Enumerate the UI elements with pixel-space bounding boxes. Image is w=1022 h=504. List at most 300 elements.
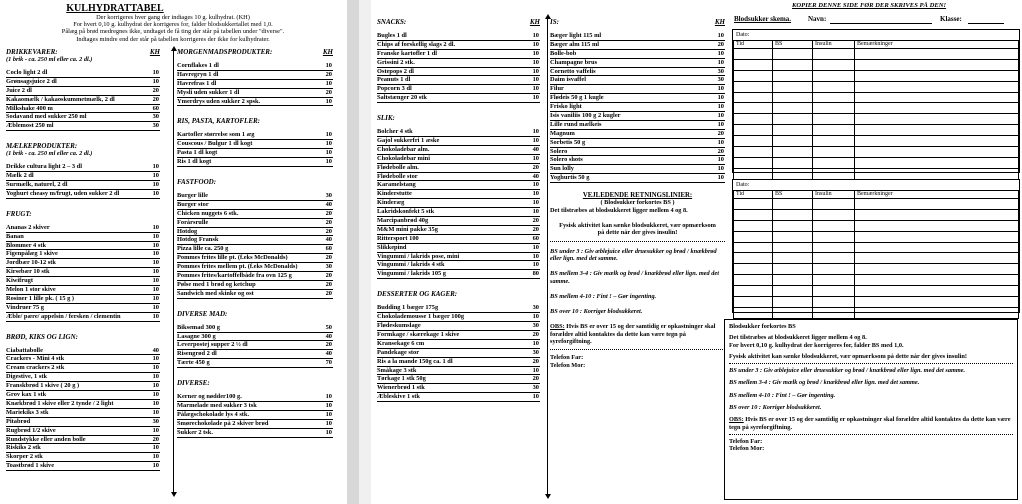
page-kulhydrattabel (0, 0, 346, 504)
bs-over-10: BS over 10 : Korriger blodsukkeret. (729, 404, 822, 412)
log-cell[interactable] (734, 220, 773, 231)
food-name: Karamelstang (377, 181, 416, 189)
food-row (377, 331, 540, 340)
kh-value: 30 (325, 192, 332, 200)
kh-value: 20 (717, 147, 724, 155)
log-cell[interactable] (734, 242, 773, 253)
food-name: Wienerbrød 1 stk (377, 384, 425, 392)
kh-value: 10 (717, 138, 724, 146)
log-cell[interactable] (773, 114, 813, 125)
log-cell[interactable] (813, 253, 855, 264)
log-cell[interactable] (855, 114, 1019, 125)
food-name: Grønsagsjuice 2 dl (6, 77, 57, 85)
kh-value: 10 (325, 410, 332, 418)
log-row[interactable] (734, 81, 1019, 92)
log-cell[interactable] (855, 253, 1019, 264)
log-cell[interactable] (773, 168, 813, 179)
food-row (6, 233, 160, 242)
log-cell[interactable] (734, 231, 773, 242)
log-cell[interactable] (773, 70, 813, 81)
food-row (177, 140, 333, 149)
log-row[interactable] (734, 199, 1019, 210)
log-row[interactable] (734, 70, 1019, 81)
log-cell[interactable] (813, 242, 855, 253)
dato-label: Dato: (736, 182, 750, 188)
kh-value: 10 (152, 399, 159, 407)
food-name: Hotdog Fransk (177, 236, 219, 244)
kh-value: 10 (717, 174, 724, 182)
kh-value: 10 (152, 453, 159, 461)
log-cell[interactable] (813, 286, 855, 297)
log-cell[interactable] (855, 242, 1019, 253)
log-row[interactable] (734, 286, 1019, 297)
kh-value: 10 (152, 277, 159, 285)
food-name: Sorbetis 50 g (550, 138, 586, 146)
 (550, 241, 725, 242)
section-heading (6, 333, 160, 341)
kh-value: 10 (152, 181, 159, 189)
telefon-far: Telefon Far: (550, 354, 584, 362)
log-cell[interactable] (773, 81, 813, 92)
kh-value: 30 (152, 122, 159, 130)
food-name: Digestive, 1 stk (6, 373, 48, 381)
food-row (377, 313, 540, 322)
food-row (6, 295, 160, 304)
log-cell[interactable] (773, 125, 813, 136)
log-cell[interactable] (855, 231, 1019, 242)
kh-value: 10 (717, 49, 724, 57)
log-cell[interactable] (773, 92, 813, 103)
log-cell[interactable] (813, 157, 855, 168)
log-row[interactable] (734, 136, 1019, 147)
log-cell[interactable] (813, 92, 855, 103)
section-heading (377, 114, 540, 122)
food-row (377, 59, 540, 68)
telefon-mor: Telefon Mor: (550, 361, 586, 369)
log-cell[interactable] (813, 297, 855, 308)
food-name: Drikke cultura light 2 – 3 dl (6, 163, 82, 171)
food-row (550, 130, 725, 139)
food-name: Pasta 1 dl kogt (177, 149, 218, 157)
column-header: BS (773, 191, 813, 199)
log-cell[interactable] (855, 92, 1019, 103)
log-cell[interactable] (734, 147, 773, 158)
log-cell[interactable] (734, 286, 773, 297)
log-cell[interactable] (813, 307, 855, 318)
food-row (550, 68, 725, 77)
log-cell[interactable] (734, 264, 773, 275)
food-row (6, 69, 160, 78)
log-cell[interactable] (734, 49, 773, 60)
kh-value: 10 (325, 428, 332, 436)
kh-value: 20 (717, 129, 724, 137)
food-row (550, 41, 725, 50)
food-name: Sun lolly (550, 165, 574, 173)
kh-value: 10 (717, 156, 724, 164)
log-cell[interactable] (734, 253, 773, 264)
log-cell[interactable] (813, 81, 855, 92)
log-row[interactable] (734, 168, 1019, 179)
food-row (6, 224, 160, 233)
kh-value: 10 (325, 393, 332, 401)
log-cell[interactable] (773, 231, 813, 242)
food-row (377, 217, 540, 226)
log-cell[interactable] (734, 157, 773, 168)
log-cell[interactable] (734, 168, 773, 179)
food-name: Blommer 4 stk (6, 241, 46, 249)
kh-value: 10 (532, 199, 539, 207)
log-row[interactable] (734, 253, 1019, 264)
log-row[interactable] (734, 49, 1019, 60)
skema-label: Blodsukker skema. (734, 15, 792, 23)
log-cell[interactable] (855, 147, 1019, 158)
food-name: Cream crackers 2 stk (6, 364, 65, 372)
log-row[interactable] (734, 125, 1019, 136)
log-cell[interactable] (734, 199, 773, 210)
food-row (177, 210, 333, 219)
log-cell[interactable] (773, 307, 813, 318)
kh-value: 10 (532, 94, 539, 102)
kh-value: 10 (325, 419, 332, 427)
intro-line: Der korrigeres hver gang der indtages 10 g. kulhydrat. (KH) (96, 14, 250, 21)
log-cell[interactable] (773, 209, 813, 220)
log-cell[interactable] (855, 70, 1019, 81)
food-name: Vingummi / lakrids 105 g (377, 270, 447, 278)
food-row (377, 304, 540, 313)
food-name: Mysli uden sukker 1 dl (177, 88, 240, 96)
log-cell[interactable] (734, 136, 773, 147)
log-cell[interactable] (813, 70, 855, 81)
food-row (177, 62, 333, 71)
kh-value: 10 (532, 181, 539, 189)
log-cell[interactable] (855, 136, 1019, 147)
food-row (377, 128, 540, 137)
kh-value: 40 (532, 145, 539, 153)
food-name: Pommes frites mellem pt. (f.eks McDonalds) (177, 263, 298, 271)
log-cell[interactable] (734, 103, 773, 114)
log-row[interactable] (734, 92, 1019, 103)
food-name: Chips af forskellig slags 2 dl. (377, 40, 456, 48)
food-row (377, 50, 540, 59)
log-cell[interactable] (813, 114, 855, 125)
kh-value: 40 (325, 350, 332, 358)
food-name: Pommes frites lille pt. (f.eks McDonalds) (177, 254, 288, 262)
section-note: (1 brik - ca. 250 ml eller ca. 2 dl.) (6, 56, 93, 63)
log-cell[interactable] (734, 125, 773, 136)
log-row[interactable] (734, 59, 1019, 70)
food-name: Mælk 2 dl (6, 172, 34, 180)
log-cell[interactable] (734, 81, 773, 92)
log-cell[interactable] (855, 168, 1019, 179)
kh-value: 10 (325, 402, 332, 410)
kh-value: 10 (152, 426, 159, 434)
food-name: Filur (550, 85, 564, 93)
intro-line: For hvert 0,10 g. kulhydrat der korrigeres for, falder blodsukkertallet med 1,0. (73, 21, 273, 29)
log-cell[interactable] (734, 92, 773, 103)
kh-value: 10 (532, 58, 539, 66)
log-sheet-2 (732, 179, 1020, 313)
log-cell[interactable] (855, 81, 1019, 92)
page-gap (347, 0, 359, 504)
food-row (177, 333, 333, 342)
log-cell[interactable] (773, 220, 813, 231)
log-cell[interactable] (813, 49, 855, 60)
food-row (377, 199, 540, 208)
kh-value: 20 (532, 375, 539, 383)
log-cell[interactable] (734, 209, 773, 220)
kh-value: 10 (152, 232, 159, 240)
food-name: Ananas 2 skiver (6, 223, 50, 231)
section-title: FASTFOOD: (177, 178, 217, 187)
log-row[interactable] (734, 275, 1019, 286)
food-name: Pommes frites/kartoffelbåde fra ovn 125 g (177, 272, 292, 280)
log-cell[interactable] (855, 59, 1019, 70)
log-cell[interactable] (773, 264, 813, 275)
log-cell[interactable] (734, 275, 773, 286)
kh-value: 10 (152, 382, 159, 390)
kh-value: 10 (152, 364, 159, 372)
log-cell[interactable] (855, 209, 1019, 220)
log-cell[interactable] (813, 59, 855, 70)
log-cell[interactable] (734, 59, 773, 70)
food-name: Chokoladebar mini (377, 154, 430, 162)
log-cell[interactable] (855, 49, 1019, 60)
section-title: MORGENMADSPRODUKTER: (177, 48, 273, 56)
food-name: Slikkepind (377, 243, 407, 251)
food-name: Rosiner 1 lille pk. ( 15 g ) (6, 294, 75, 302)
log-cell[interactable] (813, 220, 855, 231)
kh-value: 20 (532, 163, 539, 171)
log-cell[interactable] (773, 103, 813, 114)
food-row (177, 272, 333, 281)
food-row (6, 113, 160, 122)
guide-title: VEJLEDENDE RETNINGSLINIER: (582, 192, 693, 200)
log-cell[interactable] (855, 157, 1019, 168)
log-row[interactable] (734, 209, 1019, 220)
bs-3-4: BS mellem 3-4 : Giv mælk og brød / knækbrød eller lign. med det samme. (550, 270, 719, 285)
log-cell[interactable] (773, 297, 813, 308)
kh-value: 40 (325, 236, 332, 244)
food-name: Biksemad 300 g (177, 323, 220, 331)
food-name: Flødeis 50 g 1 kugle (550, 94, 604, 102)
log-cell[interactable] (773, 199, 813, 210)
food-name: Milkshake 400 m (6, 104, 53, 112)
kh-value: 10 (152, 303, 159, 311)
obs-text: Hvis BS er over 15 og der samtidig er opkastninger skal forældre altid kontaktes da dette kan være tegn på syreforgiftning. (550, 323, 716, 345)
food-name: Æblemost 250 ml (6, 122, 54, 130)
page-blodsukker-skema (729, 0, 1022, 504)
food-name: Lille rund mælkeis (550, 120, 602, 128)
food-row (6, 96, 160, 105)
food-name: Banan (6, 232, 24, 240)
log-row[interactable] (734, 242, 1019, 253)
food-name: Chokolademousse 1 bæger 100g (377, 313, 465, 321)
food-row (550, 32, 725, 41)
log-cell[interactable] (813, 136, 855, 147)
food-name: Ostepops 2 dl (377, 67, 414, 75)
log-row[interactable] (734, 103, 1019, 114)
column-header: Tid (734, 41, 773, 49)
food-name: Bolcher 4 stk (377, 128, 413, 136)
food-name: Æbleskive 1 stk (377, 393, 420, 401)
kh-value: 10 (325, 158, 332, 166)
log-cell[interactable] (855, 307, 1019, 318)
log-cell[interactable] (734, 307, 773, 318)
kh-value: 20 (532, 217, 539, 225)
food-row (377, 146, 540, 155)
copy-note: KOPIER DENNE SIDE FØR DER SKRIVES PÅ DEN! (792, 2, 947, 9)
food-row (6, 436, 160, 445)
food-name: Lasagne 300 g (177, 332, 216, 340)
log-cell[interactable] (813, 231, 855, 242)
box-title: Blodsukker forkortes BS (729, 323, 796, 330)
kh-value: 20 (325, 272, 332, 280)
section-heading (6, 210, 160, 218)
log-cell[interactable] (734, 297, 773, 308)
food-row (177, 420, 333, 429)
kh-value: 50 (325, 323, 332, 331)
kh-value: 20 (152, 95, 159, 103)
log-row[interactable] (734, 147, 1019, 158)
food-row (6, 286, 160, 295)
log-cell[interactable] (813, 147, 855, 158)
kh-value: 10 (152, 223, 159, 231)
food-row (177, 254, 333, 263)
log-cell[interactable] (773, 59, 813, 70)
column-header: Bemærkninger (855, 191, 1019, 199)
food-name: Solero (550, 147, 568, 155)
log-row[interactable] (734, 114, 1019, 125)
food-row (177, 290, 333, 299)
log-cell[interactable] (855, 275, 1019, 286)
kh-value: 10 (532, 190, 539, 198)
kh-value: 30 (152, 417, 159, 425)
log-cell[interactable] (813, 275, 855, 286)
log-cell[interactable] (855, 264, 1019, 275)
kh-value: 10 (325, 97, 332, 105)
section-title: BRØD, KIKS OG LIGN: (6, 332, 78, 341)
log-cell[interactable] (773, 275, 813, 286)
kh-value: 20 (325, 280, 332, 288)
food-name: Saltstænger 20 stk (377, 94, 427, 102)
food-name: Forårsrulle (177, 218, 209, 226)
food-row (550, 121, 725, 130)
kh-value: 10 (152, 172, 159, 180)
kh-value: 10 (152, 189, 159, 197)
log-cell[interactable] (773, 136, 813, 147)
kh-value: 10 (532, 76, 539, 84)
column-header: Bemærkninger (855, 41, 1019, 49)
kh-value: 10 (532, 32, 539, 39)
kh-value: 60 (152, 104, 159, 112)
kh-header: KH (322, 48, 333, 56)
log-row[interactable] (734, 297, 1019, 308)
log-cell[interactable] (773, 157, 813, 168)
log-row[interactable] (734, 264, 1019, 275)
kh-value: 20 (325, 88, 332, 96)
log-cell[interactable] (734, 70, 773, 81)
log-row[interactable] (734, 231, 1019, 242)
log-cell[interactable] (773, 242, 813, 253)
food-row (6, 190, 160, 199)
food-name: Peanuts 1 dl (377, 76, 411, 84)
log-row[interactable] (734, 157, 1019, 168)
log-cell[interactable] (855, 297, 1019, 308)
food-row (6, 427, 160, 436)
kh-value: 20 (325, 227, 332, 235)
log-cell[interactable] (855, 199, 1019, 210)
kh-value: 10 (152, 241, 159, 249)
food-row (377, 375, 540, 384)
food-row (177, 219, 333, 228)
food-name: Småkage 3 stk (377, 366, 417, 374)
log-cell[interactable] (855, 103, 1019, 114)
food-name: Kiwifrugt (6, 277, 33, 285)
log-cell[interactable] (813, 209, 855, 220)
food-row (177, 192, 333, 201)
log-row[interactable] (734, 307, 1019, 318)
food-row (377, 340, 540, 349)
page-snacks-slik (372, 0, 730, 504)
kh-value: 10 (717, 94, 724, 102)
food-name: Bæger light 115 ml (550, 32, 602, 39)
log-cell[interactable] (773, 147, 813, 158)
food-row (6, 364, 160, 373)
section-heading (177, 379, 333, 387)
kh-header: KH (149, 48, 160, 56)
food-row (377, 155, 540, 164)
kh-value: 10 (532, 313, 539, 321)
food-row (6, 268, 160, 277)
food-name: Mariekiks 3 stk (6, 408, 49, 416)
log-cell[interactable] (813, 168, 855, 179)
kh-value: 20 (152, 86, 159, 94)
kh-value: 10 (532, 366, 539, 374)
food-row (377, 208, 540, 217)
section-heading (177, 48, 333, 56)
log-cell[interactable] (855, 286, 1019, 297)
log-row[interactable] (734, 220, 1019, 231)
food-row (6, 373, 160, 382)
food-row (177, 228, 333, 237)
log-cell[interactable] (773, 286, 813, 297)
log-cell[interactable] (813, 103, 855, 114)
kh-value: 10 (532, 85, 539, 93)
food-name: Sukker 2 tsk. (177, 428, 213, 436)
food-name: Leverpostej supper 2 ½ dl (177, 341, 248, 349)
log-cell[interactable] (773, 253, 813, 264)
log-cell[interactable] (773, 49, 813, 60)
kh-value: 10 (152, 250, 159, 258)
food-name: Franskbrød 1 skive ( 20 g ) (6, 382, 80, 390)
log-cell[interactable] (855, 125, 1019, 136)
log-cell[interactable] (813, 125, 855, 136)
kh-value: 60 (532, 234, 539, 242)
log-cell[interactable] (813, 199, 855, 210)
kh-value: 10 (152, 268, 159, 276)
food-row (177, 158, 333, 167)
food-row (6, 400, 160, 409)
kh-value: 10 (152, 163, 159, 171)
log-cell[interactable] (855, 220, 1019, 231)
food-name: Kinderstutte (377, 190, 412, 198)
section-title: DRIKKEVARER: (6, 48, 58, 56)
log-cell[interactable] (813, 264, 855, 275)
dato-label: Dato: (736, 32, 750, 38)
food-name: Havregryn 1 dl (177, 70, 219, 78)
log-cell[interactable] (734, 114, 773, 125)
food-name: Tærte 450 g (177, 359, 210, 367)
